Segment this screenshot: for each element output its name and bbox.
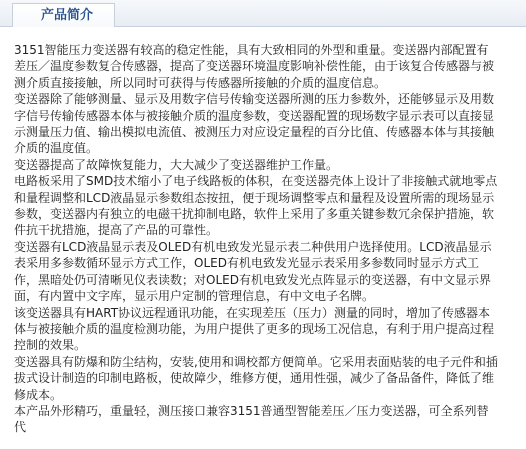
paragraph-display-options: 变送器有LCD液晶显示表及OLED有机电致发光显示表二种供用户选择使用。LCD液晶显示表采用多参数循环显示方式工作，OLED有机电致发光显示表采用多参数同时显示方式工作，黑暗处仍可清晰见仪表读数；对OLED有机电致发光点阵显示的变送器，有中文显示界面，有内置中文字库，显示用户定制的管理信息，有中文电子名牌。 — [14, 239, 492, 304]
product-description — [14, 42, 498, 436]
tab-label: 产品简介 — [41, 7, 94, 22]
paragraph-compatibility: 本产品外形精巧，重量轻，测压接口兼容3151普通型智能差压／压力变送器，可全系列替代 — [14, 403, 489, 435]
paragraph-circuit-board: 电路板采用了SMD技术缩小了电子线路板的体积，在变送器壳体上设计了非接触式就地零点和量程调整和LCD液晶显示参数组态按扭，便于现场调整零点和量程及设置所需的现场显示参数，变送器内有独立的电磁干扰抑制电路，软件上采用了多重关键参数冗余保护措施，软件抗干扰措施，提高了产品的可靠性。 — [14, 174, 498, 238]
tab-bar — [0, 0, 526, 27]
paragraph-explosion-proof: 变送器具有防爆和防尘结构，安装,使用和调校都方便简单。它采用表面贴装的电子元件和插拔式设计制造的印制电路板，使故障少，维修方便，通用性强，减少了备品备件，降低了维修成本。 — [14, 354, 498, 402]
paragraph-display-transmission: 变送器除了能够测量、显示及用数字信号传输变送器所测的压力参数外，还能够显示及用数字信号传输传感器本体与被接触介质的温度参数，变送器配置的现场数字显示表可以直接显示测量压力值、输出模拟电流值、被测压力对应设定量程的百分比值、传感器本体与其接触介质的温度值。 — [14, 92, 495, 156]
tab-product-intro[interactable] — [12, 3, 115, 27]
paragraph-overview: 3151智能压力变送器有较高的稳定性能，具有大致相同的外型和重量。变送器内部配置有差压／温度参数复合传感器，提高了变送器环境温度影响补偿性能，由于该复合传感器与被测介质直接接触，所以同时可获得与传感器所接触的介质的温度信息。 — [14, 43, 495, 90]
paragraph-fault-recovery: 变送器提高了故障恢复能力，大大减少了变送器维护工作量。 — [14, 157, 339, 172]
paragraph-hart-communication: 该变送器具有HART协议远程通讯功能，在实现差压（压力）测量的同时，增加了传感器本体与被接触介质的温度检测功能，为用户提供了更多的现场工况信息，有利于用户提高过程控制的效果。 — [14, 305, 495, 353]
